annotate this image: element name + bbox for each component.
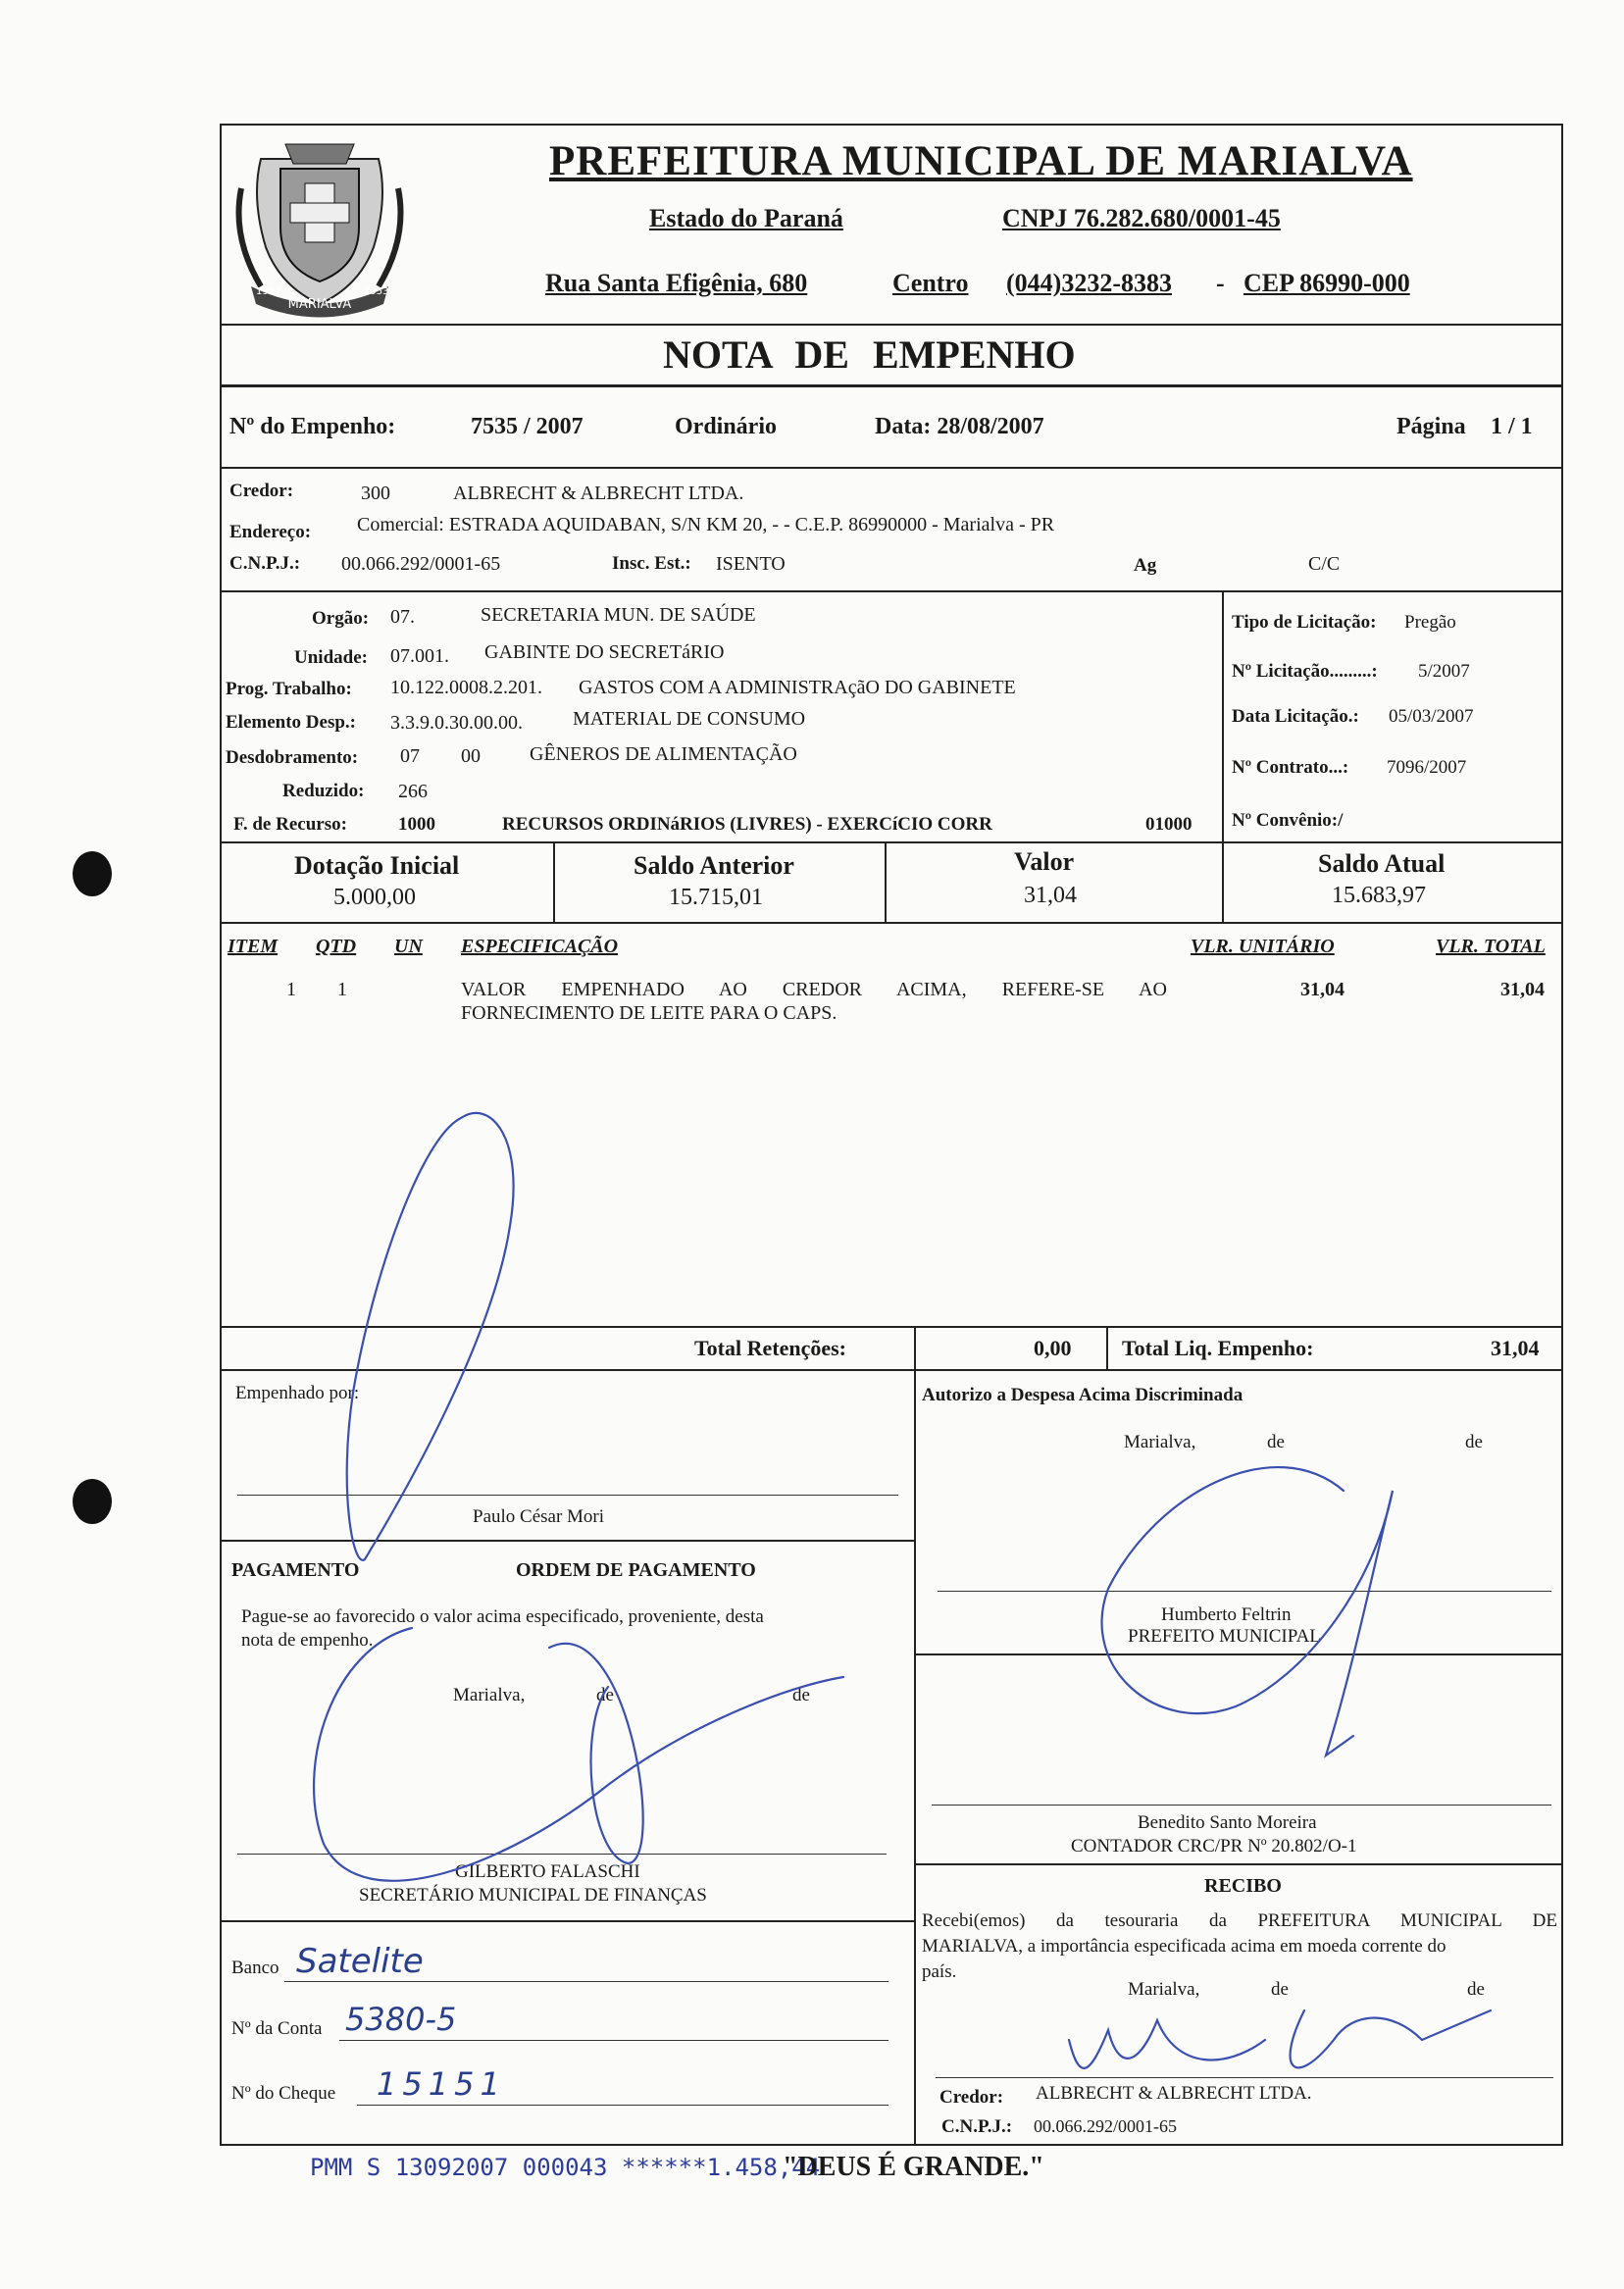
recibo-credor: ALBRECHT & ALBRECHT LTDA. xyxy=(1036,2083,1312,2104)
signature-prefeito xyxy=(1102,1467,1393,1755)
reduzido-value: 266 xyxy=(398,781,428,802)
svg-text:1951: 1951 xyxy=(256,286,281,297)
prog-label: Prog. Trabalho: xyxy=(226,679,352,699)
pagamento-text1: Pague-se ao favorecido o valor acima especificado, proveniente, desta xyxy=(241,1606,764,1627)
page-label: Página xyxy=(1396,414,1466,439)
ag-label: Ag xyxy=(1134,555,1157,576)
contrato-value: 7096/2007 xyxy=(1387,757,1467,778)
banco-label: Banco xyxy=(231,1958,279,1978)
recibo-text3: país. xyxy=(922,1961,957,1982)
cheque-label: Nº do Cheque xyxy=(231,2083,336,2104)
row-unit: 31,04 xyxy=(1300,979,1345,1000)
prog-name: GASTOS COM A ADMINISTRAçãO DO GABINETE xyxy=(579,677,1016,698)
recibo-text2: MARIALVA, a importância especificada acima em moeda corrente do xyxy=(922,1936,1446,1957)
cnpj-label: C.N.P.J.: xyxy=(229,553,301,574)
header-state: Estado do Paraná xyxy=(649,204,843,232)
footer-motto: "DEUS É GRANDE." xyxy=(783,2152,1044,2182)
col-qtd: QTD xyxy=(316,936,357,957)
cc-label: C/C xyxy=(1308,553,1341,575)
credor-name: ALBRECHT & ALBRECHT LTDA. xyxy=(453,483,744,504)
header-sep: - xyxy=(1216,269,1225,297)
credor-ie: ISENTO xyxy=(716,553,786,575)
col-un: UN xyxy=(394,936,423,957)
desd-name: GÊNEROS DE ALIMENTAÇÃO xyxy=(530,743,797,765)
empenhado-name: Paulo César Mori xyxy=(473,1506,605,1527)
signature-empenhado xyxy=(347,1113,514,1560)
row-item: 1 xyxy=(286,979,296,1000)
recibo-credor-label: Credor: xyxy=(939,2087,1004,2108)
header-cep: CEP 86990-000 xyxy=(1243,269,1410,297)
saldo-atual: 15.683,97 xyxy=(1332,883,1426,908)
credor-label: Credor: xyxy=(229,481,294,501)
conta-label: Nº da Conta xyxy=(231,2018,323,2039)
contador-role: CONTADOR CRC/PR Nº 20.802/O-1 xyxy=(1071,1836,1357,1857)
dotacao-inicial: 5.000,00 xyxy=(333,885,416,910)
saldo-anterior: 15.715,01 xyxy=(669,885,763,910)
header-cnpj: CNPJ 76.282.680/0001-45 xyxy=(1002,204,1281,232)
page-title: PREFEITURA MUNICIPAL DE MARIALVA xyxy=(549,138,1413,184)
recibo-cnpj: 00.066.292/0001-65 xyxy=(1034,2116,1177,2136)
row-spec1: VALOR EMPENHADO AO CREDOR ACIMA, REFERE-SE AO xyxy=(461,979,1167,1000)
autorizo-city: Marialva, xyxy=(1124,1432,1196,1452)
elem-name: MATERIAL DE CONSUMO xyxy=(573,708,806,730)
autorizo-de2: de xyxy=(1465,1432,1483,1452)
recibo-text1: Recebi(emos) da tesouraria da PREFEITURA MUNICIPAL DE xyxy=(922,1910,1557,1931)
unidade-code: 07.001. xyxy=(390,645,449,667)
fonte-name: RECURSOS ORDINáRIOS (LIVRES) - EXERCíCIO CORR xyxy=(502,814,992,835)
autorizo-name: Humberto Feltrin xyxy=(1161,1604,1292,1625)
recibo-label: RECIBO xyxy=(1204,1875,1282,1897)
desd-code2: 00 xyxy=(461,745,481,767)
pagamento-role: SECRETÁRIO MUNICIPAL DE FINANÇAS xyxy=(359,1885,707,1906)
header-neighborhood: Centro xyxy=(892,269,969,297)
autorizo-label: Autorizo a Despesa Acima Discriminada xyxy=(922,1385,1243,1405)
reduzido-label: Reduzido: xyxy=(282,781,365,801)
saldo-anterior-label: Saldo Anterior xyxy=(634,851,794,880)
retencoes-value: 0,00 xyxy=(1034,1336,1072,1360)
elem-label: Elemento Desp.: xyxy=(226,712,356,733)
prog-code: 10.122.0008.2.201. xyxy=(390,677,542,698)
valor: 31,04 xyxy=(1024,883,1077,908)
fonte-code2: 01000 xyxy=(1145,814,1193,835)
row-qtd: 1 xyxy=(337,979,347,1000)
licitacao-data: 05/03/2007 xyxy=(1389,706,1474,727)
unidade-label: Unidade: xyxy=(294,647,368,668)
row-spec2: FORNECIMENTO DE LEITE PARA O CAPS. xyxy=(461,1002,837,1024)
ordem-label: ORDEM DE PAGAMENTO xyxy=(516,1559,756,1581)
empenhado-label: Empenhado por: xyxy=(235,1383,360,1403)
pagamento-city: Marialva, xyxy=(453,1685,526,1705)
autorizo-role: PREFEITO MUNICIPAL xyxy=(1128,1626,1321,1647)
orgao-code: 07. xyxy=(390,606,415,628)
elem-code: 3.3.9.0.30.00.00. xyxy=(390,712,523,734)
banco-value: Satelite xyxy=(296,1942,424,1981)
conta-value: 5380-5 xyxy=(345,2001,457,2038)
recibo-cnpj-label: C.N.P.J.: xyxy=(941,2116,1013,2137)
dotacao-inicial-label: Dotação Inicial xyxy=(294,851,460,880)
licitacao-num-label: Nº Licitação.........: xyxy=(1232,661,1378,682)
licitacao-tipo-label: Tipo de Licitação: xyxy=(1232,612,1377,633)
signature-credor xyxy=(1069,2010,1491,2068)
recibo-city: Marialva, xyxy=(1128,1979,1200,2000)
recibo-de1: de xyxy=(1271,1979,1289,2000)
col-unit: VLR. UNITÁRIO xyxy=(1191,936,1335,957)
empenho-type: Ordinário xyxy=(675,414,778,439)
saldo-atual-label: Saldo Atual xyxy=(1318,849,1446,878)
pagamento-de2: de xyxy=(792,1685,810,1705)
col-spec: ESPECIFICAÇÃO xyxy=(461,936,619,957)
pagamento-label: PAGAMENTO xyxy=(231,1559,360,1581)
licitacao-tipo: Pregão xyxy=(1404,612,1456,633)
col-item: ITEM xyxy=(228,936,279,957)
recibo-de2: de xyxy=(1467,1979,1485,2000)
header-address: Rua Santa Efigênia, 680 xyxy=(545,269,808,297)
unidade-name: GABINTE DO SECRETáRIO xyxy=(484,641,725,663)
retencoes-label: Total Retenções: xyxy=(694,1336,846,1360)
col-total: VLR. TOTAL xyxy=(1436,936,1546,957)
credor-cnpj: 00.066.292/0001-65 xyxy=(341,553,501,575)
ie-label: Insc. Est.: xyxy=(612,553,691,574)
page-number: 1 / 1 xyxy=(1491,414,1533,439)
svg-text:MARIALVA: MARIALVA xyxy=(287,297,352,312)
header-phone: (044)3232-8383 xyxy=(1006,269,1172,297)
liq-value: 31,04 xyxy=(1491,1336,1540,1360)
liq-label: Total Liq. Empenho: xyxy=(1122,1336,1314,1360)
fonte-code: 1000 xyxy=(398,814,435,835)
valor-label: Valor xyxy=(1014,847,1075,876)
contrato-label: Nº Contrato...: xyxy=(1232,757,1349,778)
contador-name: Benedito Santo Moreira xyxy=(1138,1812,1317,1833)
address-label: Endereço: xyxy=(229,522,312,542)
empenho-number-label: Nº do Empenho: xyxy=(229,414,396,439)
credor-code: 300 xyxy=(361,483,390,504)
desd-code1: 07 xyxy=(400,745,420,767)
convenio-label: Nº Convênio:/ xyxy=(1232,810,1344,831)
footer-stamp: PMM S 13092007 000043 ******1.458,44 xyxy=(310,2154,821,2181)
pagamento-de1: de xyxy=(596,1685,614,1705)
svg-text:1953: 1953 xyxy=(364,286,389,297)
licitacao-num: 5/2007 xyxy=(1418,661,1470,682)
desd-label: Desdobramento: xyxy=(226,747,359,768)
signature-secretario xyxy=(314,1628,843,1881)
credor-address: Comercial: ESTRADA AQUIDABAN, S/N KM 20, - - C.E.P. 86990000 - Marialva - PR xyxy=(357,514,1055,535)
pagamento-name: GILBERTO FALASCHI xyxy=(455,1861,640,1882)
autorizo-de1: de xyxy=(1267,1432,1285,1452)
empenho-date: Data: 28/08/2007 xyxy=(875,414,1044,439)
empenho-number: 7535 / 2007 xyxy=(471,414,584,439)
orgao-label: Orgão: xyxy=(312,608,370,629)
fonte-label: F. de Recurso: xyxy=(233,814,347,835)
doc-title: NOTA DE EMPENHO xyxy=(663,332,1076,377)
pagamento-text2: nota de empenho. xyxy=(241,1630,374,1651)
cheque-value: 15151 xyxy=(377,2065,506,2103)
orgao-name: SECRETARIA MUN. DE SAÚDE xyxy=(481,604,756,626)
licitacao-data-label: Data Licitação.: xyxy=(1232,706,1359,727)
row-total: 31,04 xyxy=(1500,979,1545,1000)
